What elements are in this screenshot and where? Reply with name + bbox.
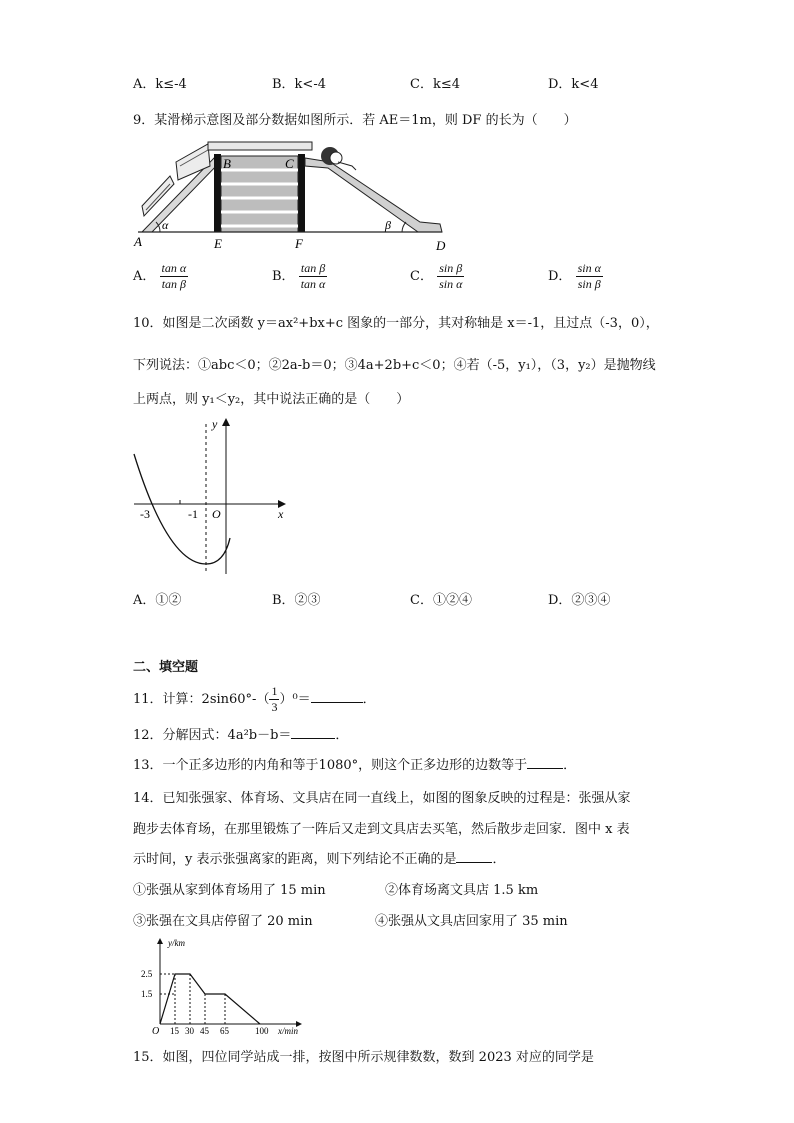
q9-option-d: D． $\frac{\text{sin α}}{\text{sin β}}$	[548, 261, 601, 291]
q10-option-b: B．②③	[272, 593, 321, 608]
q10-option-d: D．②③④	[548, 593, 611, 608]
q9-option-a: A． $\frac{\text{tan α}}{\text{tan β}}$	[133, 261, 187, 291]
slide-diagram	[130, 136, 460, 252]
q8-option-b: B．k<-4	[272, 77, 326, 92]
origin-label: O	[212, 507, 221, 521]
q8-option-a: A．k≤-4	[133, 77, 187, 92]
q14-statement-3: ③张强在文具店停留了 20 min	[133, 914, 313, 929]
q14-line-2: 跑步去体育场，在那里锻炼了一阵后又走到文具店去买笔，然后散步走回家．图中 x 表	[133, 822, 630, 837]
y-tick-label: 1.5	[141, 989, 153, 999]
point-d-label: D	[436, 238, 446, 252]
q12-blank[interactable]	[291, 738, 335, 739]
q11: 11．计算：2sin60°-（ $\frac{1}{3}$ ）⁰＝ ．	[133, 684, 376, 714]
y-axis-arrow	[157, 938, 163, 944]
x-axis-label: x	[278, 507, 284, 521]
y-tick-label: 2.5	[141, 969, 153, 979]
q13: 13．一个正多边形的内角和等于1080°，则这个正多边形的边数等于 ．	[133, 758, 577, 773]
distance-time-chart	[138, 934, 310, 1038]
q15-line-1: 15．如图，四位同学站成一排，按图中所示规律数数，数到 2023 对应的同学是	[133, 1050, 594, 1065]
q14-statement-1: ①张强从家到体育场用了 15 min	[133, 883, 326, 898]
y-axis-label: y	[212, 417, 218, 431]
q9-stem: 9．某滑梯示意图及部分数据如图所示．若 AE＝1m，则 DF 的长为（ ）	[133, 113, 577, 128]
x-tick-label: 100	[255, 1026, 269, 1036]
q9-option-b: B． $\frac{\text{tan β}}{\text{tan α}}$	[272, 261, 326, 291]
q13-blank[interactable]	[527, 768, 563, 769]
q10-option-c: C．①②④	[410, 593, 472, 608]
section-title: 二、填空题	[133, 660, 199, 675]
tick-neg1-label: -1	[188, 507, 198, 521]
point-e-label: E	[214, 236, 222, 251]
q8-option-d: D．k<4	[548, 77, 599, 92]
q14-line-1: 14．已知张强家、体育场、文具店在同一直线上，如图的图象反映的过程是：张强从家	[133, 791, 631, 806]
point-c-label: C	[285, 156, 294, 171]
q10-line-1: 10．如图是二次函数 y＝ax²+bx+c 图象的一部分，其对称轴是 x＝-1，且过点（-3，0），	[133, 316, 659, 331]
x-tick-label: 45	[200, 1026, 209, 1036]
x-tick-label: 15	[170, 1026, 179, 1036]
point-a-label: A	[134, 234, 142, 249]
q11-blank[interactable]	[311, 702, 363, 703]
beta-label: β	[385, 218, 391, 232]
q14-blank[interactable]	[456, 862, 492, 863]
point-b-label: B	[223, 156, 231, 171]
x-tick-label: 65	[220, 1026, 229, 1036]
q14-statement-4: ④张强从文具店回家用了 35 min	[375, 914, 568, 929]
q14-line-3: 示时间，y 表示张强离家的距离，则下列结论不正确的是 ．	[133, 852, 506, 867]
chart-origin-label: O	[152, 1026, 160, 1037]
q10-option-a: A．①②	[133, 593, 182, 608]
chart-y-label: y/km	[168, 938, 185, 948]
q8-option-c: C．k≤4	[410, 77, 460, 92]
alpha-label: α	[162, 218, 169, 232]
point-f-label: F	[295, 236, 303, 251]
tick-neg3-label: -3	[140, 507, 150, 521]
q10-line-3: 上两点，则 y₁＜y₂，其中说法正确的是（ ）	[133, 392, 410, 407]
parabola-graph	[128, 414, 298, 580]
q14-statement-2: ②体育场离文具店 1.5 km	[385, 883, 539, 898]
x-tick-label: 30	[185, 1026, 194, 1036]
q10-line-2: 下列说法：①abc＜0；②2a-b＝0；③4a+2b+c＜0；④若（-5，y₁），（3，y₂）是抛物线	[133, 358, 656, 373]
q12: 12．分解因式：4a²b－b＝ ．	[133, 728, 349, 743]
chart-x-label: x/min	[278, 1026, 298, 1036]
q9-option-c: C． $\frac{\text{sin β}}{\text{sin α}}$	[410, 261, 463, 291]
